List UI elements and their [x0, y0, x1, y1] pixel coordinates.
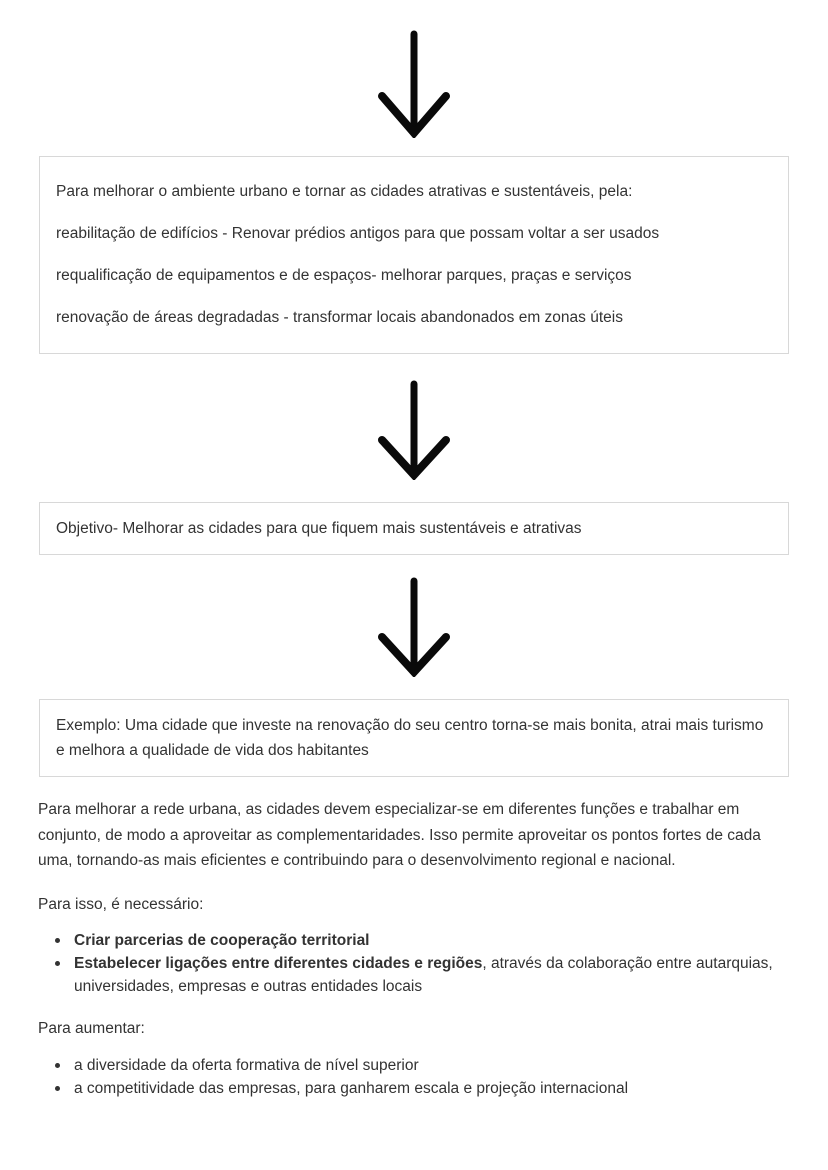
list-item-bold-2: Estabelecer ligações entre diferentes cidades e regiões: [74, 955, 483, 972]
body-content: [38, 797, 790, 1100]
flow-arrow-3: [0, 577, 828, 677]
lead-in-necessario: Para isso, é necessário:: [38, 895, 204, 913]
info-box-goal: [39, 502, 789, 555]
list-item: [74, 929, 790, 952]
list-item: [74, 952, 790, 998]
info-box-objectives: [39, 156, 789, 354]
down-arrow-icon: [376, 380, 452, 480]
box1-line-4: renovação de áreas degradadas - transformar locais abandonados em zonas úteis: [56, 309, 623, 326]
list-item: a diversidade da oferta formativa de nível superior: [74, 1054, 790, 1077]
flow-arrow-2: [0, 380, 828, 480]
down-arrow-icon: [376, 30, 452, 138]
flow-arrow-1: [0, 0, 828, 138]
box1-line-3: requalificação de equipamentos e de espaços- melhorar parques, praças e serviços: [56, 267, 632, 284]
info-box-example: [39, 699, 789, 777]
list-item-rest-2: , através da colaboração entre autarquias, universidades, empresas e outras entidades locais: [74, 955, 773, 995]
box2-text: Objetivo- Melhorar as cidades para que fiquem mais sustentáveis e atrativas: [56, 520, 582, 537]
lead-in-aumentar: Para aumentar:: [38, 1020, 145, 1037]
box1-line-1: Para melhorar o ambiente urbano e tornar as cidades atrativas e sustentáveis, pela:: [56, 183, 633, 200]
box1-line-2: reabilitação de edifícios - Renovar prédios antigos para que possam voltar a ser usados: [56, 225, 660, 242]
body-paragraph-1: Para melhorar a rede urbana, as cidades devem especializar-se em diferentes funções e trabalhar em conjunto, de modo a aproveitar as complementaridades. Isso permite aproveitar os pontos fortes de cada uma, tornando-as mais eficientes e contribuindo para o desenvolvimento regional e nacional.: [38, 801, 761, 869]
bullet-list-necessario: [38, 929, 790, 998]
list-item-bold-1: Criar parcerias de cooperação territorial: [74, 932, 370, 949]
down-arrow-icon: [376, 577, 452, 677]
box3-text: Exemplo: Uma cidade que investe na renovação do seu centro torna-se mais bonita, atrai mais turismo e melhora a qualidade de vida dos habitantes: [56, 717, 764, 759]
bullet-list-aumentar: [38, 1054, 790, 1100]
list-item: a competitividade das empresas, para ganharem escala e projeção internacional: [74, 1077, 790, 1100]
